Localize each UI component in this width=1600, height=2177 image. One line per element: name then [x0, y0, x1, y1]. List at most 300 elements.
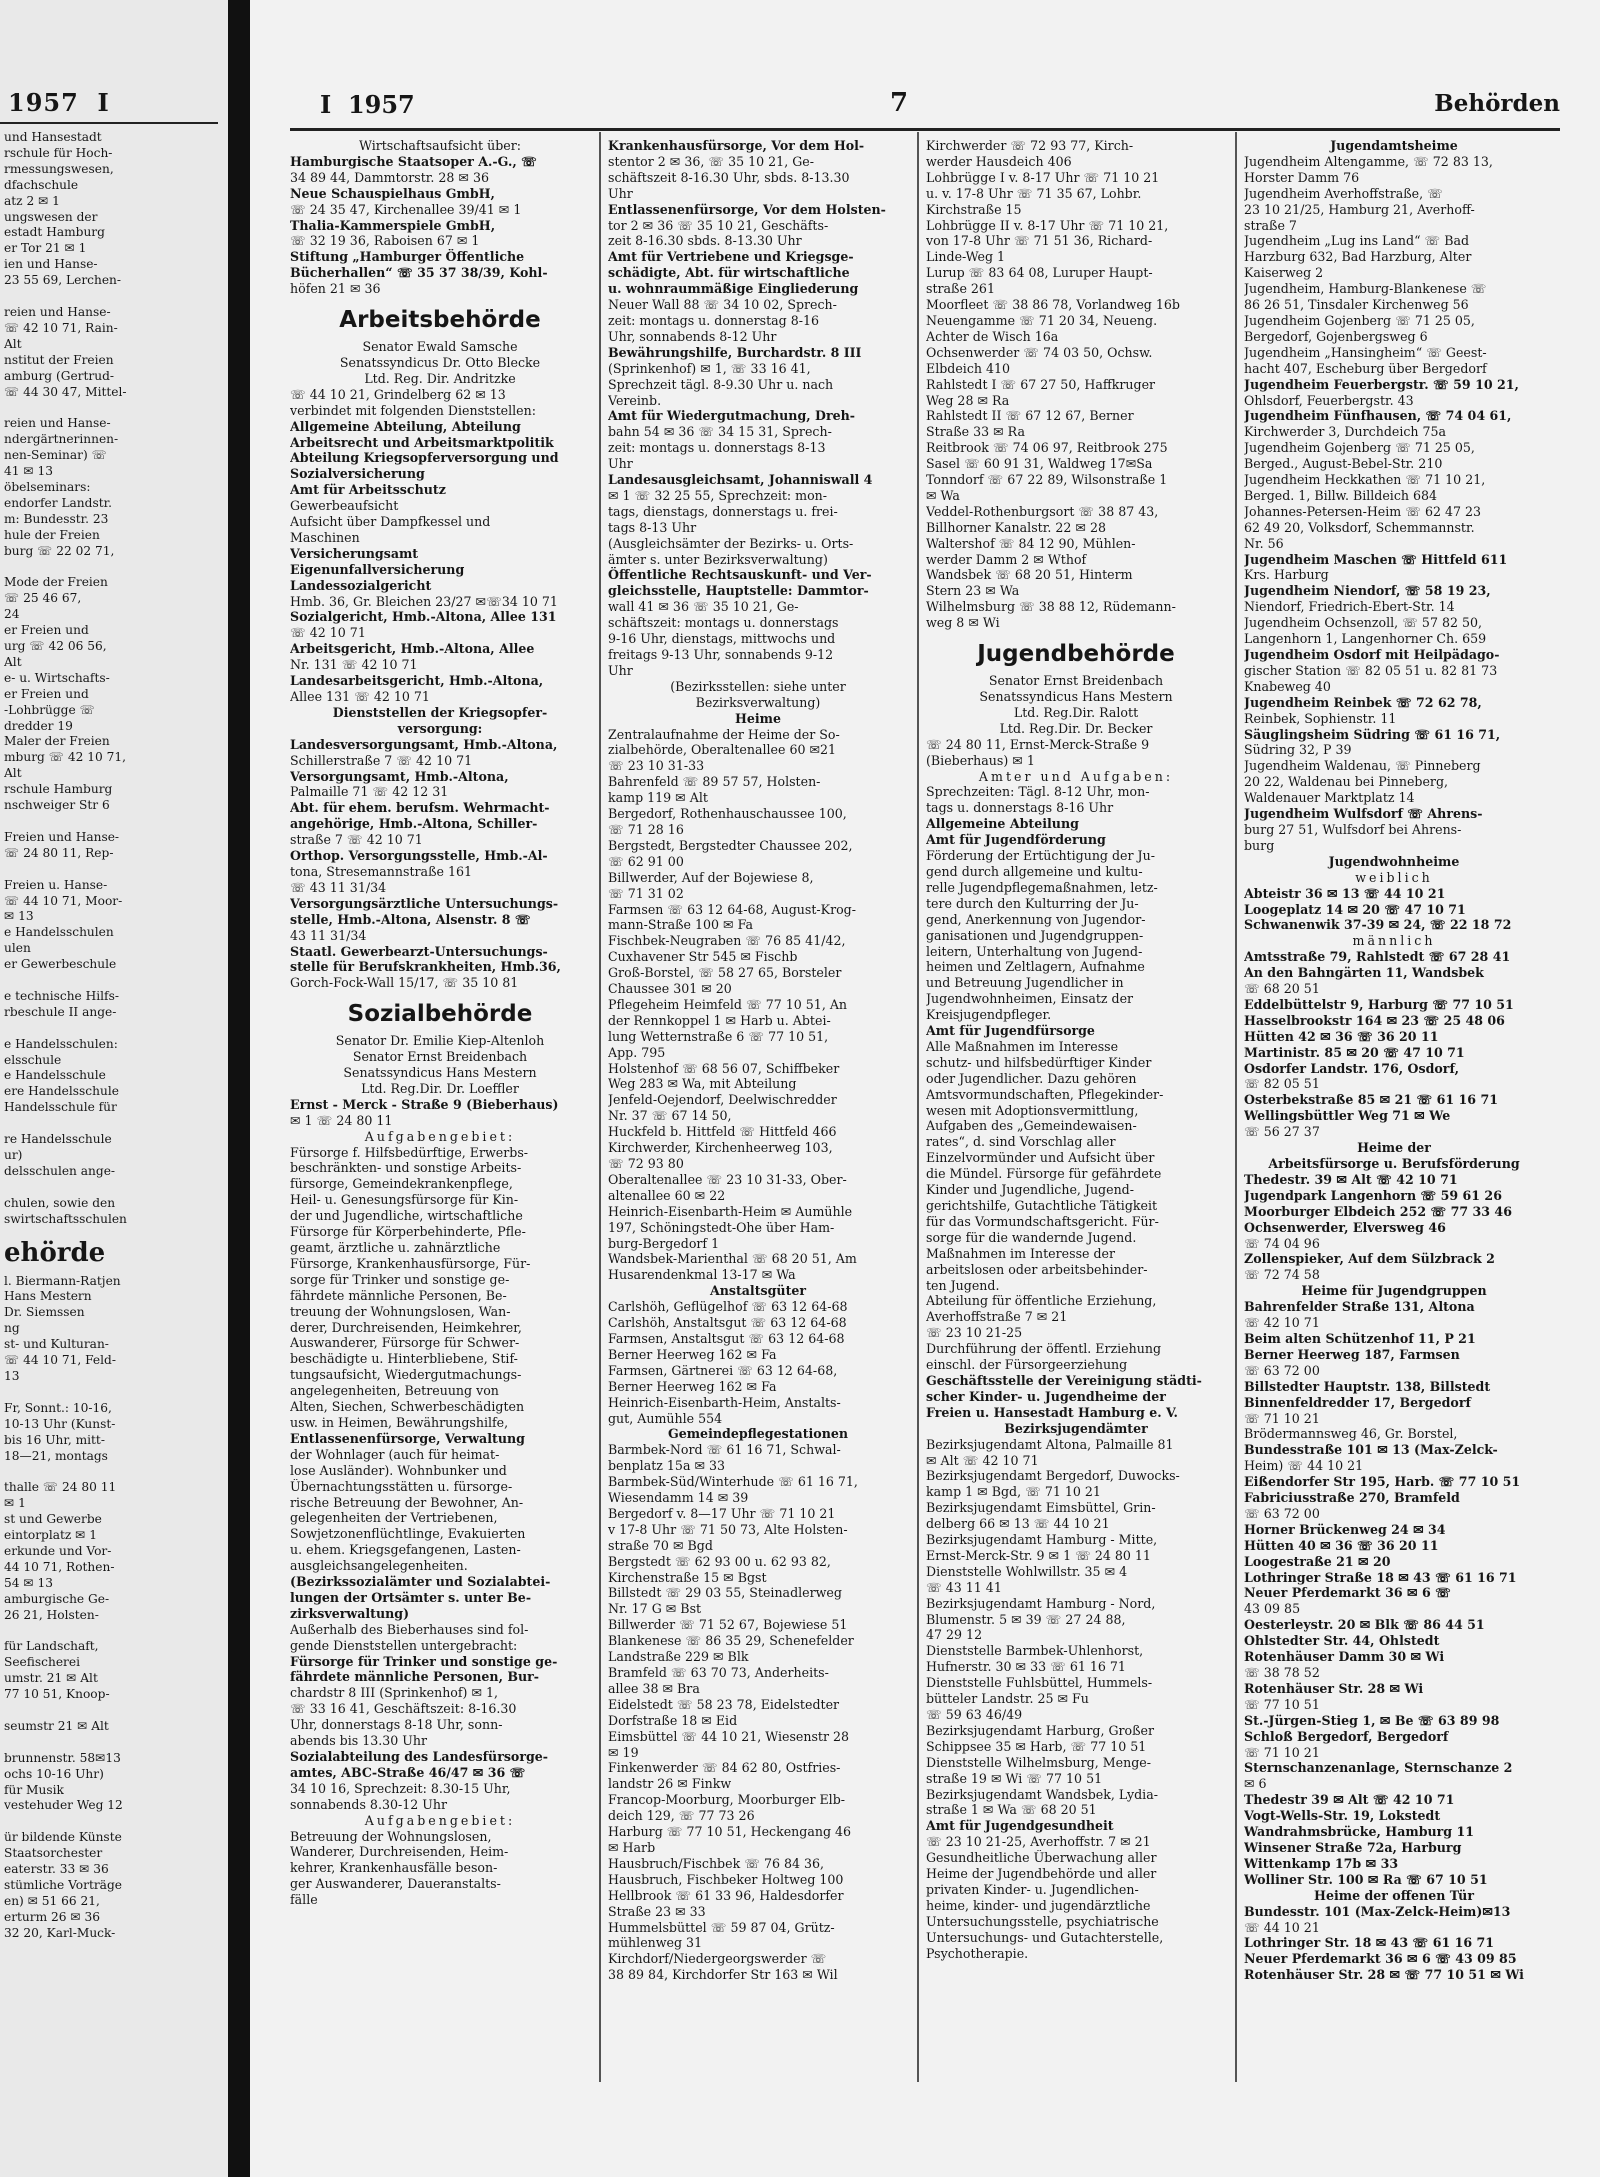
text-line: ☏ 42 10 71 — [290, 625, 366, 641]
text-line: reien und Hanse- — [4, 416, 111, 431]
text-line: Übernachtungsstätten u. fürsorge- — [290, 1478, 513, 1494]
text-line: Nr. 17 G ✉ Bst — [608, 1601, 702, 1617]
text-line: ausgleichsangelegenheiten. — [290, 1558, 468, 1574]
text-line: ☏ 72 74 58 — [1244, 1267, 1320, 1283]
text-line — [4, 400, 228, 416]
text-line: Dienststellen der Kriegsopfer- — [332, 704, 548, 720]
text-line: v 17-8 Uhr ☏ 71 50 73, Alte Holsten- — [608, 1521, 848, 1537]
text-line: vestehuder Weg 12 — [4, 1798, 123, 1813]
header-part: I — [320, 90, 332, 119]
text-line: 44 10 71, Rothen- — [4, 1559, 115, 1574]
column-4 — [1244, 138, 1544, 1983]
text-line: Bezirksjugendamt Bergedorf, Duwocks- — [926, 1468, 1180, 1484]
text-line: Jenfeld-Oejendorf, Deelwischredder — [608, 1092, 837, 1108]
text-line: werder Hausdeich 406 — [926, 153, 1072, 169]
text-line: weg 8 ✉ Wi — [926, 615, 1000, 631]
text-line: Straße 23 ✉ 33 — [608, 1903, 706, 1919]
text-line: amburg (Gertrud- — [4, 368, 114, 383]
text-line: rische Betreuung der Bewohner, An- — [290, 1494, 524, 1510]
text-line: Abt. für ehem. berufsm. Wehrmacht- — [290, 800, 550, 816]
text-line: ämter s. unter Bezirksverwaltung) — [608, 551, 828, 567]
text-line: ☏ 59 63 46/49 — [926, 1707, 1023, 1722]
header-year — [320, 90, 415, 119]
text-line: Zentralaufnahme der Heime der So- — [608, 726, 840, 742]
text-line: nschweiger Str 6 — [4, 798, 110, 813]
text-line: Uhr — [608, 662, 633, 678]
text-line: Rahlstedt I ☏ 67 27 50, Haffkruger — [926, 376, 1156, 392]
text-line: stelle für Berufskrankheiten, Hmb.36, — [290, 959, 561, 975]
text-line: delberg 66 ✉ 13 ☏ 44 10 21 — [926, 1516, 1110, 1532]
text-line: Uhr, sonnabends 8-12 Uhr — [608, 328, 777, 344]
text-line: straße 70 ✉ Bgd — [608, 1537, 713, 1553]
text-line: ☏ 71 10 21 — [1244, 1744, 1320, 1760]
text-line: kamp 119 ✉ Alt — [608, 790, 708, 806]
text-line: kamp 1 ✉ Bgd, ☏ 71 10 21 — [926, 1484, 1101, 1500]
text-line — [4, 1623, 228, 1639]
text-line: Bergedorf v. 8—17 Uhr ☏ 71 10 21 — [608, 1505, 836, 1521]
text-line — [4, 1180, 228, 1196]
column-divider — [917, 132, 919, 2082]
text-line: der und Jugendliche, wirtschaftliche — [290, 1208, 523, 1224]
text-line: derer, Durchreisenden, Heimkehrer, — [290, 1319, 522, 1335]
text-line: Palmaille 71 ☏ 42 12 31 — [290, 784, 449, 800]
text-line: Ernst - Merck - Straße 9 (Bieberhaus) — [290, 1096, 559, 1112]
text-line: angehörige, Hmb.-Altona, Schiller- — [290, 816, 538, 832]
text-line: Kirchwerder ☏ 72 93 77, Kirch- — [926, 138, 1134, 153]
text-line: Jugendheim Niendorf, ☏ 58 19 23, — [1244, 583, 1491, 599]
text-line: Carlshöh, Geflügelhof ☏ 63 12 64-68 — [608, 1299, 848, 1315]
text-line: Finkenwerder ☏ 84 62 80, Ostfries- — [608, 1760, 841, 1776]
text-line: dfachschule — [4, 177, 79, 192]
text-line: Loogestraße 21 ✉ 20 — [1244, 1553, 1391, 1569]
text-line: Heime der offenen Tür — [1314, 1887, 1474, 1903]
text-line: Wandrahmsbrücke, Hamburg 11 — [1244, 1824, 1475, 1840]
text-line: Horner Brückenweg 24 ✉ 34 — [1244, 1521, 1446, 1537]
text-line: Einzelvormünder und Aufsicht über — [926, 1150, 1155, 1166]
text-line: tona, Stresemannstraße 161 — [290, 863, 472, 879]
text-line: tungsaufsicht, Wiedergutmachungs- — [290, 1367, 522, 1383]
text-line: 54 ✉ 13 — [4, 1575, 53, 1590]
text-line: Fr, Sonnt.: 10-16, — [4, 1400, 112, 1415]
text-line: fährdete männliche Personen, Bur- — [290, 1669, 540, 1685]
text-line: Reitbrook ☏ 74 06 97, Reitbrook 275 — [926, 440, 1168, 456]
text-line: Heime für Jugendgruppen — [1301, 1283, 1487, 1299]
text-line: Husarendenkmal 13-17 ✉ Wa — [608, 1267, 796, 1283]
text-line: ✉ 1 ☏ 24 80 11 — [290, 1112, 393, 1128]
text-line: Bergstedt ☏ 62 93 00 u. 62 93 82, — [608, 1553, 831, 1569]
text-line: er Freien und — [4, 686, 89, 701]
text-line: 43 11 31/34 — [290, 927, 367, 943]
text-line: Heil- u. Genesungsfürsorge für Kin- — [290, 1192, 519, 1208]
text-line: ☏ 72 93 80 — [608, 1156, 684, 1171]
text-line: wall 41 ✉ 36 ☏ 35 10 21, Ge- — [608, 599, 799, 615]
text-line: schädigte, Abt. für wirtschaftliche — [608, 265, 850, 281]
text-line: Schloß Bergedorf, Bergedorf — [1244, 1728, 1449, 1744]
text-line: Horster Damm 76 — [1244, 169, 1360, 185]
text-line: erturm 26 ✉ 36 — [4, 1909, 101, 1924]
text-line: ☏ 23 10 21-25, Averhoffstr. 7 ✉ 21 — [926, 1834, 1151, 1850]
text-line: Säuglingsheim Südring ☏ 61 16 71, — [1244, 726, 1501, 742]
text-line: ungswesen der — [4, 209, 98, 224]
text-line: Dienststelle Wohlwillstr. 35 ✉ 4 — [926, 1563, 1128, 1579]
text-line: Krankenhausfürsorge, Vor dem Hol- — [608, 138, 865, 153]
text-line: Amt für Jugendgesundheit — [926, 1818, 1114, 1834]
text-line: er Freien und — [4, 623, 89, 638]
text-line: Uhr — [608, 456, 633, 472]
text-line: Maler der Freien — [4, 734, 110, 749]
text-line: Stiftung „Hamburger Öffentliche — [290, 249, 525, 265]
text-line: Dienststelle Fuhlsbüttel, Hummels- — [926, 1675, 1153, 1691]
text-line: Ohlsdorf, Feuerbergstr. 43 — [1244, 392, 1414, 408]
text-line: Bezirksjugendamt Hamburg - Mitte, — [926, 1532, 1158, 1548]
text-line: re Handelsschule — [4, 1132, 112, 1147]
text-line: geamt, ärztliche u. zahnärztliche — [290, 1240, 501, 1255]
text-line: Jugendheim Waldenau, ☏ Pinneberg — [1244, 758, 1481, 774]
text-line: Landessozialgericht — [290, 577, 432, 593]
text-line: Kirchenstraße 15 ✉ Bgst — [608, 1569, 767, 1585]
text-line: straße 19 ✉ Wi ☏ 77 10 51 — [926, 1770, 1103, 1786]
text-line: Sprechzeit tägl. 8-9.30 Uhr u. nach — [608, 376, 834, 392]
text-line: Amtsstraße 79, Rahlstedt ☏ 67 28 41 — [1244, 949, 1511, 965]
text-line: Farmsen, Anstaltsgut ☏ 63 12 64-68 — [608, 1330, 845, 1346]
text-line: Wandsbek ☏ 68 20 51, Hinterm — [926, 567, 1133, 583]
text-line: Brödermannsweg 46, Gr. Borstel, — [1244, 1426, 1458, 1442]
text-line: Auswanderer, Fürsorge für Schwer- — [290, 1335, 520, 1351]
text-line: Vereinb. — [608, 392, 662, 408]
text-line: stelle, Hmb.-Altona, Alsenstr. 8 ☏ — [290, 911, 531, 927]
text-line: ere Handelsschule — [4, 1084, 119, 1099]
text-line: gende Dienststellen untergebracht: — [290, 1637, 518, 1653]
text-line: ☏ 56 27 37 — [1244, 1124, 1320, 1140]
text-line: Barmbek-Nord ☏ 61 16 71, Schwal- — [608, 1442, 841, 1458]
text-line: Neuer Wall 88 ☏ 34 10 02, Sprech- — [608, 297, 837, 313]
text-line: die Mündel. Fürsorge für gefährdete — [926, 1166, 1162, 1182]
text-line: Bewährungshilfe, Burchardstr. 8 III — [608, 344, 862, 360]
text-line: Maßnahmen im Interesse der — [926, 1245, 1116, 1261]
text-line: Aufgabengebiet: — [364, 1128, 516, 1144]
text-line: 43 09 85 — [1244, 1601, 1301, 1617]
text-line: straße 7 ☏ 42 10 71 — [290, 832, 423, 848]
text-line: ✉ 19 — [608, 1744, 639, 1760]
text-line: Dorfstraße 18 ✉ Eid — [608, 1712, 738, 1728]
text-line: Stern 23 ✉ Wa — [926, 583, 1020, 599]
text-line: Freien u. Hanse- — [4, 877, 108, 892]
text-line: fürsorge, Gemeindekrankenpflege, — [290, 1176, 513, 1192]
text-line: Senatssyndicus Hans Mestern — [343, 1065, 537, 1081]
text-line: Alle Maßnahmen im Interesse — [926, 1038, 1119, 1054]
text-line: ☏ 68 20 51 — [1244, 981, 1320, 997]
text-line: Jugendheim Osdorf mit Heilpädago- — [1244, 647, 1500, 662]
text-line: Hausbruch, Fischbeker Holtweg 100 — [608, 1871, 844, 1887]
text-line: Rotenhäuser Str. 28 ✉ Wi — [1244, 1680, 1424, 1696]
text-line: und Betreuung Jugendlicher in — [926, 975, 1124, 991]
text-line: An den Bahngärten 11, Wandsbek — [1244, 965, 1484, 981]
text-line: Bergstedt, Bergstedter Chaussee 202, — [608, 837, 853, 853]
text-line: Hamburgische Staatsoper A.-G., ☏ — [290, 153, 537, 169]
text-line: rates“, d. sind Vorschlag aller — [926, 1134, 1116, 1150]
text-line: ☏ 23 10 21-25 — [926, 1325, 1023, 1341]
text-line: nen-Seminar) ☏ — [4, 448, 107, 463]
text-line: Arbeitsgericht, Hmb.-Altona, Allee — [290, 641, 535, 657]
text-line: für Musik — [4, 1782, 64, 1797]
text-line — [4, 1814, 228, 1830]
left-part: I — [97, 88, 110, 117]
text-line: Amt für Jugendförderung — [926, 832, 1106, 848]
text-line: der Wohnlager (auch für heimat- — [290, 1446, 500, 1462]
text-line: Staatl. Gewerbearzt-Untersuchungs- — [290, 943, 548, 959]
text-line: m: Bundesstr. 23 — [4, 511, 109, 526]
text-line: Langenhorn 1, Langenhorner Ch. 659 — [1244, 631, 1487, 647]
text-line: Straße 33 ✉ Ra — [926, 424, 1025, 440]
text-line: amburgische Ge- — [4, 1591, 110, 1606]
text-line: weiblich — [1355, 869, 1433, 885]
text-line: Hummelsbüttel ☏ 59 87 04, Grütz- — [608, 1919, 835, 1935]
text-line: straße 1 ✉ Wa ☏ 68 20 51 — [926, 1802, 1097, 1818]
text-line: ☏ 44 10 71, Feld- — [4, 1353, 116, 1368]
text-line: Kirchdorf/Niedergeorgswerder ☏ — [608, 1951, 827, 1967]
text-line: Beim alten Schützenhof 11, P 21 — [1244, 1330, 1476, 1346]
text-line: Moorburger Elbdeich 252 ☏ 77 33 46 — [1244, 1203, 1512, 1219]
text-line: Rahlstedt II ☏ 67 12 67, Berner — [926, 408, 1134, 424]
department-heading: Arbeitsbehörde — [339, 307, 541, 334]
text-line: versorgung: — [397, 720, 483, 736]
text-line: Jugendheim „Hansingheim“ ☏ Geest- — [1244, 344, 1487, 360]
text-line: st und Gewerbe — [4, 1512, 102, 1527]
text-line: 23 10 21/25, Hamburg 21, Averhoff- — [1244, 201, 1475, 217]
left-section-heading: ehörde — [4, 1237, 106, 1268]
text-line: Rotenhäuser Damm 30 ✉ Wi — [1244, 1649, 1445, 1665]
text-line: Ochsenwerder, Elversweg 46 — [1244, 1219, 1446, 1235]
text-line: ✉ Wa — [926, 487, 960, 503]
text-line: Thedestr. 39 ✉ Alt ☏ 42 10 71 — [1244, 1171, 1458, 1187]
text-line: Thalia-Kammerspiele GmbH, — [290, 217, 496, 233]
text-line: ☏ 43 11 41 — [926, 1579, 1002, 1595]
text-line: Jugendheim Gojenberg ☏ 71 25 05, — [1244, 440, 1475, 456]
text-line: ☏ 44 30 47, Mittel- — [4, 384, 127, 399]
text-line: Mode der Freien — [4, 575, 108, 590]
text-line: 13 — [4, 1368, 20, 1383]
text-line: hacht 407, Escheburg über Bergedorf — [1244, 360, 1487, 376]
text-line: Förderung der Ertüchtigung der Ju- — [926, 848, 1155, 864]
text-line: Hmb. 36, Gr. Bleichen 23/27 ✉☏34 10 71 — [290, 593, 558, 609]
text-line: Waltershof ☏ 84 12 90, Mühlen- — [926, 535, 1136, 551]
text-line: scher Kinder- u. Jugendheime der — [926, 1388, 1166, 1404]
text-line: Schillerstraße 7 ☏ 42 10 71 — [290, 752, 473, 768]
text-line: ✉ 6 — [1244, 1776, 1267, 1792]
text-line: oder Jugendlicher. Dazu gehören — [926, 1070, 1137, 1086]
text-line: Loogeplatz 14 ✉ 20 ☏ 47 10 71 — [1244, 901, 1466, 917]
text-line: Versorgungsärztliche Untersuchungs- — [290, 895, 559, 911]
text-line: zialbehörde, Oberaltenallee 60 ✉21 — [608, 742, 837, 758]
text-line: Alten, Siechen, Schwerbeschädigten — [290, 1399, 525, 1415]
text-line: ☏ 43 11 31/34 — [290, 879, 387, 895]
text-line: Weg 28 ✉ Ra — [926, 392, 1010, 408]
text-line: 32 20, Karl-Muck- — [4, 1925, 116, 1940]
text-line: Gemeindepflegestationen — [667, 1426, 849, 1442]
text-line: Ltd. Reg. Dir. Andritzke — [364, 370, 516, 386]
text-line: ☏ 74 04 96 — [1244, 1235, 1320, 1251]
text-line: er Tor 21 ✉ 1 — [4, 241, 87, 256]
text-line: Alt — [4, 766, 22, 781]
text-line: Billhorner Kanalstr. 22 ✉ 28 — [926, 519, 1106, 535]
text-line: Kreisjugendpfleger. — [926, 1007, 1052, 1023]
text-line: treuung der Wohnungslosen, Wan- — [290, 1303, 511, 1319]
text-line: gleichsstelle, Hauptstelle: Dammtor- — [608, 583, 869, 599]
text-line: Senatssyndicus Hans Mestern — [979, 689, 1173, 704]
column-divider — [599, 132, 601, 2082]
text-line: Bahrenfelder Straße 131, Altona — [1244, 1299, 1475, 1315]
text-line: Entlassenenfürsorge, Vor dem Holsten- — [608, 201, 886, 217]
text-line: Jugendheim Altengamme, ☏ 72 83 13, — [1244, 153, 1493, 169]
text-line: Landesarbeitsgericht, Hmb.-Altona, — [290, 673, 544, 689]
text-line: Berged. 1, Billw. Billdeich 684 — [1244, 487, 1438, 503]
text-line: Neuengamme ☏ 71 20 34, Neueng. — [926, 312, 1158, 328]
text-line: ☏ 82 05 51 — [1244, 1076, 1320, 1092]
text-line: Landstraße 229 ✉ Blk — [608, 1649, 749, 1665]
text-line: schutz- und hilfsbedürftiger Kinder — [926, 1054, 1152, 1070]
text-line: Arbeitsrecht und Arbeitsmarktpolitik — [290, 434, 554, 450]
text-line: Oesterleystr. 20 ✉ Blk ☏ 86 44 51 — [1244, 1617, 1485, 1633]
text-line: Sternschanzenanlage, Sternschanze 2 — [1244, 1760, 1513, 1776]
text-line: 24 — [4, 607, 20, 622]
text-line: ✉ 13 — [4, 909, 34, 924]
text-line: Bramfeld ☏ 63 70 73, Anderheits- — [608, 1665, 829, 1680]
text-line — [4, 1116, 228, 1132]
text-line: burg 27 51, Wulfsdorf bei Ahrens- — [1244, 821, 1462, 837]
left-header-rule — [0, 122, 218, 124]
text-line: Rotenhäuser Str. 28 ✉ ☏ 77 10 51 ✉ Wi — [1244, 1967, 1524, 1983]
text-line: 34 10 16, Sprechzeit: 8.30-15 Uhr, — [290, 1780, 511, 1796]
text-line: Blumenstr. 5 ✉ 39 ☏ 27 24 88, — [926, 1611, 1126, 1627]
column-2 — [608, 138, 908, 1983]
text-line: 62 49 20, Volksdorf, Schemmannstr. — [1244, 519, 1475, 535]
text-line: Hütten 40 ✉ 36 ☏ 36 20 11 — [1244, 1537, 1439, 1553]
text-line: Abteilung Kriegsopferversorgung und — [290, 450, 559, 466]
text-line: Jugendheim, Hamburg-Blankenese ☏ — [1244, 281, 1487, 297]
text-line: eintorplatz ✉ 1 — [4, 1528, 98, 1543]
text-line: Ernst-Merck-Str. 9 ✉ 1 ☏ 24 80 11 — [926, 1547, 1151, 1563]
column-divider — [1235, 132, 1237, 2082]
text-line: Amter und Aufgaben: — [978, 768, 1174, 784]
section-title: Behörden — [1434, 90, 1560, 117]
text-line: Billwerder, Auf der Bojewiese 8, — [608, 869, 814, 885]
text-line: Farmsen ☏ 63 12 64-68, August-Krog- — [608, 901, 856, 917]
text-line: Eimsbüttel ☏ 44 10 21, Wiesenstr 28 — [608, 1728, 850, 1744]
text-line — [4, 973, 228, 989]
text-line: Sprechzeiten: Tägl. 8-12 Uhr, mon- — [926, 784, 1150, 800]
text-line: reien und Hanse- — [4, 304, 111, 319]
left-page-fragment — [0, 0, 228, 2177]
text-line: erkunde und Vor- — [4, 1543, 112, 1558]
text-line: Bundesstr. 101 (Max-Zelck-Heim)✉13 — [1244, 1903, 1511, 1919]
text-line: Lothringer Str. 18 ✉ 43 ☏ 61 16 71 — [1244, 1935, 1495, 1951]
text-line: usw. in Heimen, Bewährungshilfe, — [290, 1414, 509, 1430]
text-line: Sozialgericht, Hmb.-Altona, Allee 131 — [290, 609, 557, 625]
text-line: ur) — [4, 1148, 23, 1162]
text-line: Bezirksverwaltung) — [695, 694, 821, 710]
text-line: Wellingsbüttler Weg 71 ✉ We — [1244, 1108, 1451, 1124]
text-line: Kirchwerder, Kirchenheerweg 103, — [608, 1140, 833, 1156]
text-line: schäftszeit 8-16.30 Uhr, sbds. 8-13.30 — [608, 169, 850, 185]
text-line: Vogt-Wells-Str. 19, Lokstedt — [1244, 1808, 1441, 1824]
text-line: sorge für Trinker und sonstige ge- — [290, 1271, 510, 1287]
text-line: tags u. donnerstags 8-16 Uhr — [926, 800, 1114, 816]
text-line: Schippsee 35 ✉ Harb, ☏ 77 10 51 — [926, 1738, 1147, 1754]
text-line: gend durch allgemeine und kultu- — [926, 863, 1143, 879]
text-line: heimen und Zeltlagern, Aufnahme — [926, 959, 1145, 975]
text-line: Allee 131 ☏ 42 10 71 — [290, 689, 430, 704]
text-line: Jugendpark Langenhorn ☏ 59 61 26 — [1244, 1187, 1502, 1203]
text-line: Osterbekstraße 85 ✉ 21 ☏ 61 16 71 — [1244, 1092, 1498, 1108]
text-line: Handelsschule für — [4, 1100, 117, 1115]
text-line: ✉ Harb — [608, 1839, 656, 1855]
text-line: und Hansestadt — [4, 130, 102, 144]
text-line: Aufgabengebiet: — [364, 1812, 516, 1828]
text-line: Jugendwohnheimen, Einsatz der — [926, 991, 1134, 1007]
text-line: Jugendheim Averhoffstraße, ☏ — [1244, 185, 1443, 201]
text-line: ☏ 77 10 51 — [1244, 1696, 1320, 1712]
text-line: beschränkten- und sonstige Arbeits- — [290, 1160, 522, 1176]
text-line: Jugendheim Maschen ☏ Hittfeld 611 — [1244, 551, 1508, 567]
text-line: Berner Heerweg 162 ✉ Fa — [608, 1378, 777, 1394]
text-line: Fürsorge für Körperbehinderte, Pfle- — [290, 1224, 526, 1240]
text-line: Allgemeine Abteilung — [926, 816, 1079, 832]
text-line: l. Biermann-Ratjen — [4, 1273, 121, 1288]
text-line: Lohbrügge I v. 8-17 Uhr ☏ 71 10 21 — [926, 169, 1160, 185]
text-line: Krs. Harburg — [1244, 567, 1329, 583]
text-line: Tonndorf ☏ 67 22 89, Wilsonstraße 1 — [926, 472, 1168, 488]
text-line: Aufgaben des „Gemeindewaisen- — [926, 1118, 1137, 1134]
text-line: Jugendwohnheime — [1328, 853, 1460, 869]
text-line: Kirchwerder 3, Durchdeich 75a — [1244, 424, 1447, 440]
text-line: gend, Anerkennung von Jugendor- — [926, 911, 1146, 927]
text-line: für das Vormundschaftsgericht. Für- — [926, 1213, 1159, 1229]
text-line: Eißendorfer Str 195, Harb. ☏ 77 10 51 — [1244, 1474, 1521, 1490]
text-line: deich 129, ☏ 77 73 26 — [608, 1808, 755, 1824]
text-line: Amt für Wiedergutmachung, Dreh- — [608, 408, 855, 424]
text-line: Heime — [734, 710, 782, 726]
text-line: rschule Hamburg — [4, 782, 113, 797]
text-line: ür bildende Künste — [4, 1830, 122, 1845]
text-line: Cuxhavener Str 545 ✉ Fischb — [608, 949, 798, 965]
text-line: Untersuchungs- und Gutachterstelle, — [926, 1929, 1164, 1945]
page-number: 7 — [890, 88, 909, 118]
text-line: werder Damm 2 ✉ Wthof — [926, 551, 1087, 567]
text-line: Lohbrügge II v. 8-17 Uhr ☏ 71 10 21, — [926, 217, 1169, 233]
text-line: 197, Schöningstedt-Ohe über Ham- — [608, 1219, 835, 1235]
text-line: Thedestr 39 ✉ Alt ☏ 42 10 71 — [1244, 1792, 1455, 1808]
text-line: Heinrich-Eisenbarth-Heim ✉ Aumühle — [608, 1203, 853, 1219]
text-line: Uhr, donnerstags 8-18 Uhr, sonn- — [290, 1717, 503, 1733]
text-line: 9-16 Uhr, dienstags, mittwochs und — [608, 631, 836, 647]
text-line: freitags 9-13 Uhr, sonnabends 9-12 — [608, 647, 834, 662]
text-line: Psychotherapie. — [926, 1945, 1029, 1961]
text-line: Berner Heerweg 162 ✉ Fa — [608, 1346, 777, 1362]
text-line: Jugendheim Wulfsdorf ☏ Ahrens- — [1244, 806, 1483, 822]
text-line: ✉ 1 — [4, 1496, 26, 1511]
text-line: Sasel ☏ 60 91 31, Waldweg 17✉Sa — [926, 456, 1153, 472]
text-line: Jugendheim Heckkathen ☏ 71 10 21, — [1244, 472, 1486, 488]
text-line: seumstr 21 ✉ Alt — [4, 1718, 109, 1733]
text-line: Harburg ☏ 77 10 51, Heckengang 46 — [608, 1824, 852, 1840]
text-line: rschule für Hoch- — [4, 145, 113, 160]
text-line: sorge für die wandernde Jugend. — [926, 1229, 1137, 1245]
text-line: e- u. Wirtschafts- — [4, 670, 110, 685]
text-line: ☏ 71 28 16 — [608, 821, 684, 837]
text-line: ☏ 44 10 21, Grindelberg 62 ✉ 13 — [290, 386, 506, 402]
text-line: Fischbek-Neugraben ☏ 76 85 41/42, — [608, 933, 846, 949]
text-line: Averhoffstraße 7 ✉ 21 — [926, 1309, 1068, 1325]
